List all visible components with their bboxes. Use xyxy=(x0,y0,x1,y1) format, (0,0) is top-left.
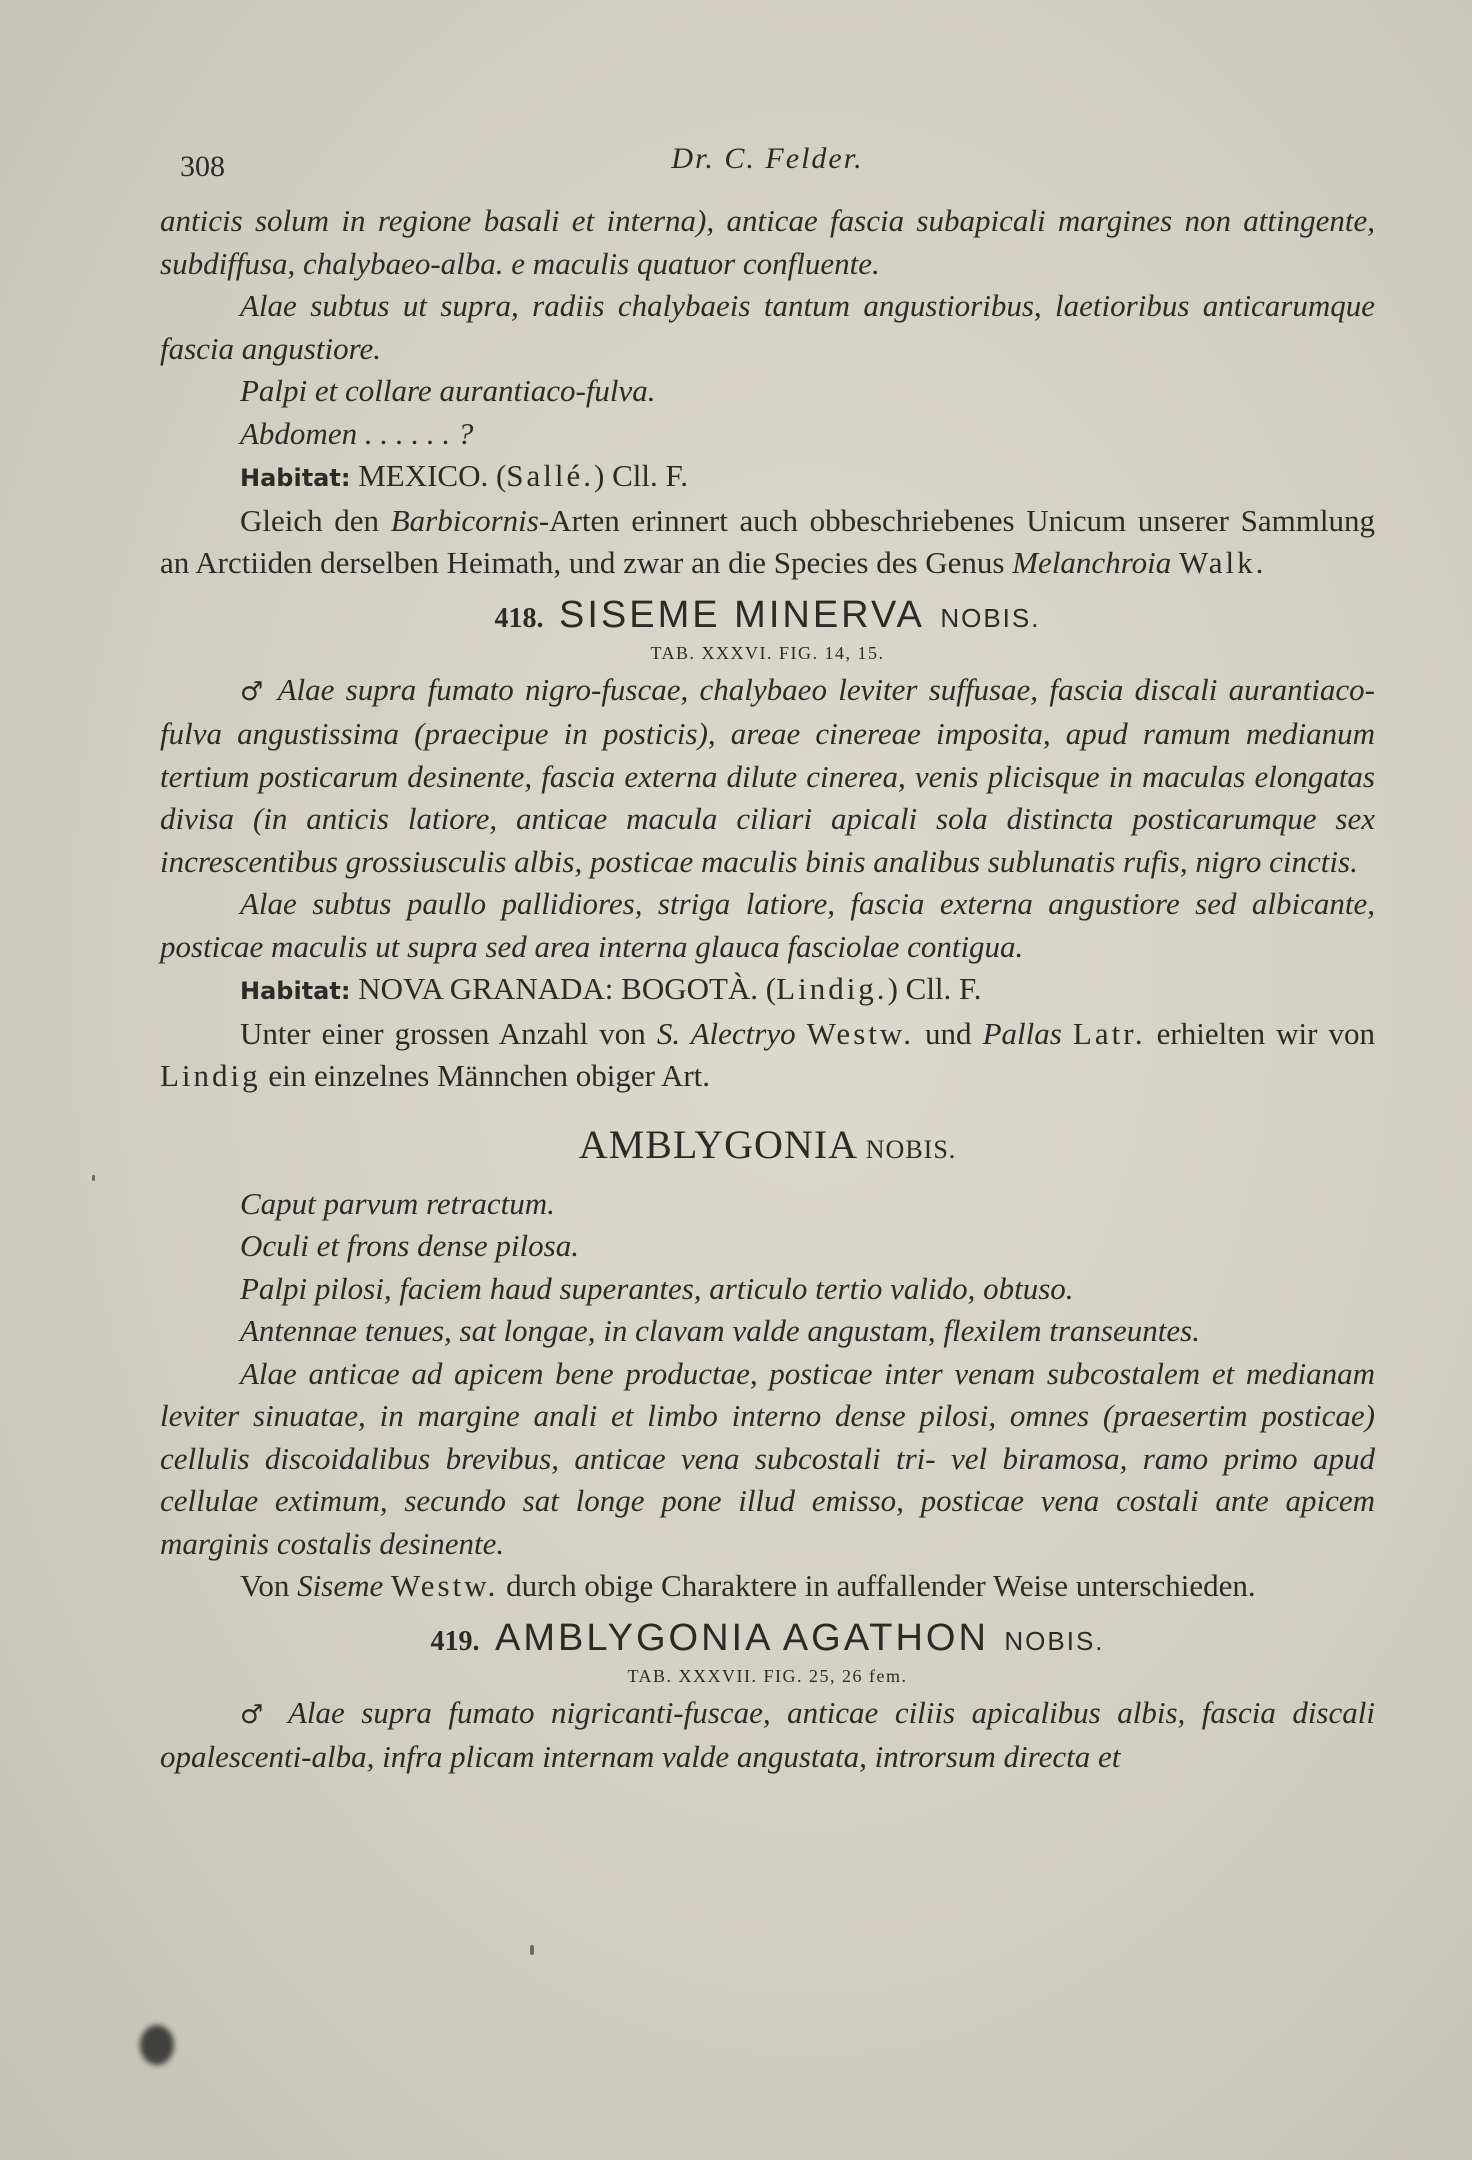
german-text: Unter einer grossen Anzahl von xyxy=(240,1015,657,1051)
genus-reference: Melanchroia xyxy=(1012,545,1172,580)
author-name: Westw. xyxy=(391,1568,499,1603)
habitat-collector: Lindig. xyxy=(776,971,888,1006)
german-remark xyxy=(160,500,1375,585)
author-name: Walk. xyxy=(1178,545,1267,580)
german-remark xyxy=(160,1565,1375,1608)
species-authority: NOBIS. xyxy=(1004,1625,1105,1656)
description-text: Alae supra fumato nigro-fuscae, chalybaeo leviter suffusae, fascia discali aurantiaco-fulva angustissima (praecipue in posticis), areae cinereae imposita, apud ramum medianum tertium posticarum desinente, fascia externa dilute cinerea, venis plicisque in maculas elongatas divisa (in anticis latiore, anticae macula ciliari apicali sola distincta posticarumque sex increscentibus grossiusculis albis, posticae maculis binis analibus sublunatis rufis, nigro cinctis. xyxy=(160,671,1375,879)
author-name: Westw. xyxy=(806,1015,914,1051)
species-heading-419 xyxy=(160,1616,1375,1664)
habitat-line xyxy=(160,455,1375,500)
male-symbol-icon: ♂ xyxy=(240,676,267,707)
abdomen-description: Abdomen . . . . . . ? xyxy=(240,415,474,451)
species-number: 418. xyxy=(494,602,544,634)
genus-character-palpi: Palpi pilosi, faciem haud superantes, articulo tertio valido, obtuso. xyxy=(240,1270,1074,1306)
german-text: ein einzelnes Männchen obiger Art. xyxy=(260,1058,711,1093)
running-title: Dr. C. Felder. xyxy=(671,142,864,175)
species-number: 419. xyxy=(430,1625,480,1657)
plate-reference: TAB. XXXVII. FIG. 25, 26 fem. xyxy=(627,1665,908,1686)
palpi-description: Palpi et collare aurantiaco-fulva. xyxy=(240,373,656,408)
genus-name: AMBLYGONIA xyxy=(578,1121,859,1167)
page-number: 308 xyxy=(180,150,225,183)
plate-reference: TAB. XXXVI. FIG. 14, 15. xyxy=(650,642,885,663)
running-head xyxy=(160,138,1375,183)
species-name: AMBLYGONIA AGATHON xyxy=(494,1616,989,1659)
species-reference: Pallas xyxy=(982,1015,1062,1051)
habitat-text-post: ) Cll. F. xyxy=(887,971,982,1006)
species-authority: NOBIS. xyxy=(940,602,1041,633)
species-reference: S. Alectryo xyxy=(656,1015,796,1051)
paper-speck xyxy=(92,1175,95,1181)
genus-heading xyxy=(160,1120,1375,1175)
collector-name: Lindig xyxy=(160,1058,261,1093)
german-text: -Arten erinnert auch obbeschriebenes Unicum unserer Sammlung an Arctiiden derselben Heimath, und zwar an die Species des Genus xyxy=(160,502,1375,580)
genus-character-oculi: Oculi et frons dense pilosa. xyxy=(240,1228,579,1263)
habitat-text-post: ) Cll. F. xyxy=(594,458,689,493)
continued-description: anticis solum in regione basali et interna), anticae fascia subapicali margines non attingente, subdiffusa, chalybaeo-alba. e maculis quatuor confluente. xyxy=(160,203,1375,281)
author-name: Latr. xyxy=(1072,1015,1146,1051)
habitat-line xyxy=(160,968,1375,1013)
habitat-text: MEXICO. ( xyxy=(358,458,507,493)
genus-authority: NOBIS. xyxy=(865,1134,957,1164)
description-text: Alae supra fumato nigricanti-fuscae, anticae ciliis apicalibus albis, fascia discali opalescenti-alba, infra plicam internam valde angustata, introrsum directa et xyxy=(160,1694,1375,1774)
german-remark xyxy=(160,1013,1375,1098)
genus-character-caput: Caput parvum retractum. xyxy=(240,1185,555,1221)
genus-reference: Barbicornis xyxy=(390,502,539,538)
underside-description: Alae subtus ut supra, radiis chalybaeis tantum angustioribus, laetioribus anticarumque fascia angustiore. xyxy=(160,288,1375,366)
habitat-collector: Sallé. xyxy=(506,458,595,493)
genus-character-antennae: Antennae tenues, sat longae, in clavam valde angustam, flexilem transeuntes. xyxy=(240,1313,1200,1348)
species-name: SISEME MINERVA xyxy=(559,593,925,636)
paper-speck xyxy=(530,1945,534,1955)
ink-smudge xyxy=(140,2025,174,2065)
species-description xyxy=(160,1692,1375,1779)
german-text: Gleich den xyxy=(240,502,391,538)
german-text: erhielten wir von xyxy=(1145,1015,1376,1051)
german-text: Von xyxy=(240,1568,298,1603)
species-description xyxy=(160,669,1375,884)
genus-reference: Siseme xyxy=(297,1568,384,1603)
page-content xyxy=(160,138,1375,1779)
underside-description: Alae subtus paullo pallidiores, striga latiore, fascia externa angustiore sed albicante, posticae maculis ut supra sed area interna glauca fasciolae contigua. xyxy=(160,886,1375,964)
german-text: durch obige Charaktere in auffallender Weise unterschieden. xyxy=(498,1568,1256,1603)
habitat-label: Habitat: xyxy=(240,464,351,492)
german-text: und xyxy=(914,1015,983,1051)
habitat-label: Habitat: xyxy=(240,977,351,1005)
male-symbol-icon: ♂ xyxy=(240,1699,273,1730)
habitat-text: NOVA GRANADA: BOGOTÀ. ( xyxy=(358,971,777,1006)
species-heading-418 xyxy=(160,593,1375,641)
genus-character-alae: Alae anticae ad apicem bene productae, posticae inter venam subcostalem et medianam leviter sinuatae, in margine anali et limbo interno dense pilosi, omnes (praesertim posticae) cellulis discoidalibus brevibus, anticae vena subcostali tri- vel biramosa, ramo primo apud cellulae extimum, secundo sat longe pone illud emisso, posticae vena costali ante apicem marginis costalis desinente. xyxy=(160,1355,1375,1561)
